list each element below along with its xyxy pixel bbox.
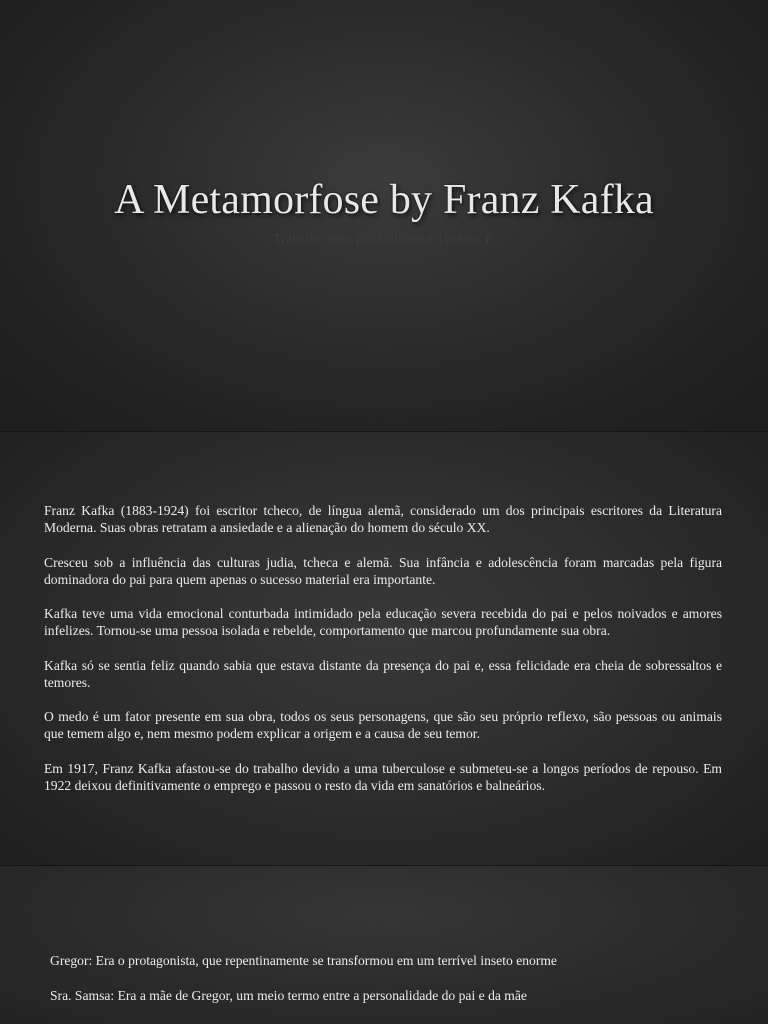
biography-paragraph: Em 1917, Franz Kafka afastou-se do trabalho devido a uma tuberculose e submeteu-se a longos períodos de repouso. Em 1922 deixou definitivamente o emprego e passou o resto da vida em sanatórios e balneários.	[44, 760, 722, 793]
presentation-subtitle: Trabalho feito por William e Thobias F.	[273, 232, 495, 247]
biography-paragraph: Cresceu sob a influência das culturas judia, tcheca e alemã. Sua infância e adolescência foram marcadas pela figura dominadora do pai para quem apenas o sucesso material era importante.	[44, 554, 722, 587]
biography-paragraph: Kafka só se sentia feliz quando sabia que estava distante da presença do pai e, essa felicidade era cheia de sobressaltos e temores.	[44, 657, 722, 690]
presentation-title: A Metamorfose by Franz Kafka	[114, 177, 654, 223]
title-slide	[0, 0, 768, 432]
character-item: Sra. Samsa: Era a mãe de Gregor, um meio termo entre a personalidade do pai e da mãe	[50, 987, 527, 1003]
biography-paragraph: Kafka teve uma vida emocional conturbada intimidado pela educação severa recebida do pai e pelos noivados e amores infelizes. Tornou-se uma pessoa isolada e rebelde, comportamento que marcou profundamente sua obra.	[44, 606, 722, 638]
biography-paragraph: O medo é um fator presente em sua obra, todos os seus personagens, que são seu próprio reflexo, são pessoas ou animais que temem algo e, nem mesmo podem explicar a origem e a causa de seu temor.	[44, 709, 722, 741]
biography-paragraph: Franz Kafka (1883-1924) foi escritor tcheco, de língua alemã, considerado um dos principais escritores da Literatura Moderna. Suas obras retratam a ansiedade e a alienação do homem do século XX.	[44, 503, 722, 535]
characters-list	[50, 952, 740, 1021]
biography-slide	[0, 432, 768, 866]
characters-slide	[0, 866, 768, 1024]
character-item: Gregor: Era o protagonista, que repentinamente se transformou em um terrível inseto enorme	[50, 953, 557, 968]
biography-text	[44, 502, 722, 811]
